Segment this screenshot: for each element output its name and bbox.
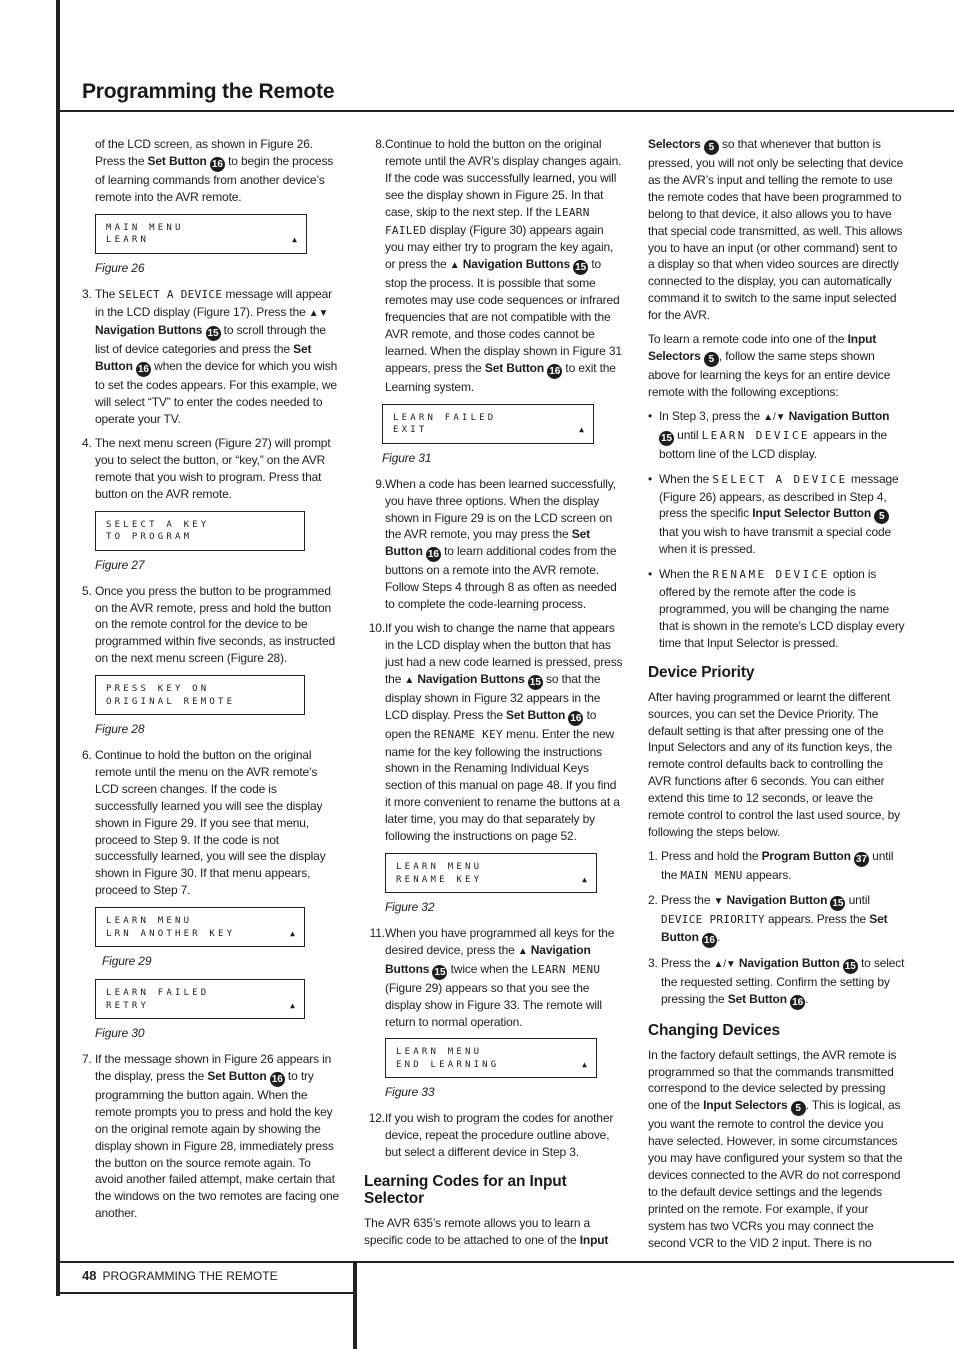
- program-button-badge: 37: [855, 853, 868, 865]
- up-down-arrow-icon: ▲/▼: [713, 958, 736, 970]
- priority-step-1: 1. Press and hold the Program Button 37 until the MAIN MENU appears.: [648, 848, 894, 882]
- up-arrow-icon: ▲: [517, 945, 528, 957]
- figure-caption: Figure 33: [385, 1085, 435, 1100]
- nav-button-badge: 15: [832, 897, 844, 909]
- up-arrow-icon: ▲: [582, 1059, 587, 1069]
- step-12: 12. If you wish to program the codes for another device, repeat the procedure outline above, but select a different device in Step 3.: [368, 1111, 614, 1160]
- page-number: 48: [82, 1268, 97, 1283]
- left-margin-bar: [56, 0, 60, 1296]
- footer-section-label: PROGRAMMING THE REMOTE: [102, 1269, 278, 1283]
- up-arrow-icon: ▲: [292, 235, 297, 245]
- step-6: 6. Continue to hold the button on the original remote until the menu on the AVR remote’s LCD screen changes. If the code is successfully learned you will see the display shown in Figure 29. If you see that menu, proceed to Step 9. If the code is not successfully learned, you will see the display shown in Figure 30. If that menu appears, proceed to Step 7.: [82, 748, 326, 898]
- nav-button-badge: 15: [575, 262, 587, 274]
- figure-caption: Figure 28: [95, 722, 145, 737]
- nav-button-badge: 15: [434, 966, 446, 978]
- priority-step-3: 3. Press the ▲/▼ Navigation Button 15 to select the requested setting. Confirm the setting by pressing the Set Button 16 .: [648, 955, 905, 1008]
- down-arrow-icon: ▼: [713, 895, 724, 907]
- lcd-display: LEARN FAILED EXIT ▲: [382, 404, 594, 444]
- footer-divider-bar: [353, 1262, 357, 1349]
- page-footer: [82, 1268, 278, 1283]
- up-arrow-icon: ▲: [404, 674, 415, 686]
- device-priority-paragraph: After having programmed or learnt the different sources, you can set the Device Priority. The default setting is that after pressing one of the Input Selectors and any of its function keys, the remote control defaults back to controlling the AVR functions after 6 seconds. You can either extend this time to 12 seconds, or leave the remote control to control the last used source, by following the steps below.: [648, 689, 900, 839]
- learning-codes-paragraph: The AVR 635’s remote allows you to learn a specific code to be attached to one of the Input: [364, 1216, 609, 1247]
- changing-devices-paragraph: In the factory default settings, the AVR remote is programmed so that the commands transmitted correspond to the device selected by pressing one of the Input Selectors 5 . This is logical, as you want the remote to control the device you have selected. However, in some circumstances you may have configured your system so that the devices connected to the AVR do not correspond to the default device settings and the legends printed on the remote. For example, if your system has two VCRs you may connect the second VCR to the VID 2 input. There is no: [648, 1047, 903, 1250]
- step-9: 9. When a code has been learned successfully, you have three options. When the display shown in Figure 29 is on the LCD screen on the AVR remote, you may press the Set Button 16 to learn additional codes from the buttons on a remote into the AVR remote. Follow Steps 4 through 8 as often as needed to complete the code-learning process.: [375, 476, 617, 612]
- figure-28: [82, 675, 340, 738]
- set-button-badge: 16: [211, 158, 223, 170]
- nav-button-badge: 15: [207, 328, 219, 340]
- section-heading-learning-codes: Learning Codes for an Input Selector: [364, 1173, 567, 1208]
- lcd-display: LEARN MENU RENAME KEY ▲: [385, 853, 597, 893]
- lcd-display: PRESS KEY ON ORIGINAL REMOTE: [95, 675, 305, 715]
- step-8: 8. Continue to hold the button on the original remote until the AVR’s display changes again. If the code was successfully learned, you will see the display shown in Figure 25. In that case, skip to the next step. If the LEARN FAILED display (Figure 30) appears again you may either try to program the key again, or press the ▲ Navigation Buttons 15 to stop the process. It is possible that some remotes may use code sequences or infrared frequencies that are not compatible with the AVR remote, and those codes cannot be learned. When the display shown in Figure 31 appears, press the Set Button 16 to exit the Learning system.: [375, 137, 622, 394]
- figure-caption: Figure 30: [95, 1026, 145, 1041]
- set-button-badge: 16: [570, 712, 582, 724]
- step-4: 4. The next menu screen (Figure 27) will prompt you to select the button, or “key,” on the AVR remote that you wish to program. Press that button on the AVR remote.: [82, 436, 331, 501]
- set-button-badge: 16: [271, 1073, 283, 1085]
- figure-caption: Figure 29: [102, 954, 152, 969]
- nav-button-badge: 15: [529, 676, 541, 688]
- lcd-display: MAIN MENU LEARN ▲: [95, 214, 307, 254]
- lcd-display: LEARN FAILED RETRY ▲: [95, 979, 305, 1019]
- step-7: 7. If the message shown in Figure 26 appears in the display, press the Set Button 16 to try programming the button again. When the remote prompts you to press and hold the key on the original remote again by showing the display shown in Figure 28, immediately press the button on the source remote again. To avoid another failed attempt, make certain that the windows on the two remotes are facing one another.: [82, 1052, 340, 1221]
- figure-caption: Figure 31: [382, 450, 432, 465]
- up-arrow-icon: ▲: [290, 1000, 295, 1010]
- up-arrow-icon: ▲: [579, 425, 584, 435]
- nav-button-badge: 15: [660, 432, 673, 444]
- column-3: [648, 136, 906, 1259]
- column-1: [82, 136, 340, 1229]
- figure-caption: Figure 32: [385, 900, 435, 914]
- lcd-display: LEARN MENU END LEARNING ▲: [385, 1038, 597, 1078]
- set-button-badge: 16: [703, 934, 715, 946]
- lcd-display: SELECT A KEY TO PROGRAM: [95, 511, 305, 551]
- exception-bullet-2: • When the SELECT A DEVICE message (Figure 26) appears, as described in Step 4, press the specific Input Selector Button 5 that you wish to have transmit a special code when it is pressed.: [648, 471, 899, 557]
- nav-button-badge: 15: [844, 960, 856, 972]
- up-arrow-icon: ▲: [290, 928, 295, 938]
- priority-step-2: 2. Press the ▼ Navigation Button 15 until DEVICE PRIORITY appears. Press the Set Button 16 .: [648, 892, 888, 946]
- header-rule: [60, 110, 954, 112]
- up-arrow-icon: ▲: [449, 260, 460, 272]
- figure-caption: Figure 26: [95, 260, 145, 275]
- section-heading-changing-devices: Changing Devices: [648, 1021, 780, 1039]
- set-button-badge: 16: [137, 364, 149, 376]
- footer-rule: [60, 1261, 954, 1263]
- exception-bullet-1: • In Step 3, press the ▲/▼ Navigation Button 15 until LEARN DEVICE appears in the bottom line of the LCD display.: [648, 408, 890, 461]
- section-heading-device-priority: Device Priority: [648, 663, 755, 681]
- figure-32: [364, 853, 624, 916]
- exception-bullet-3: • When the RENAME DEVICE option is offered by the remote after the code is programmed, you will be changing the name that is shown in the remote’s LCD display every time that Input Selector is pressed.: [648, 567, 905, 650]
- footer-underline: [60, 1292, 357, 1294]
- up-arrow-icon: ▲: [582, 874, 587, 884]
- column-2: [364, 136, 624, 1256]
- figure-33: [364, 1038, 624, 1101]
- step-11: 11. When you have programmed all keys for the desired device, press the ▲ Navigation Buttons 15 twice when the LEARN MENU (Figure 29) appears so that you see the display show in Figure 33. The remote will return to normal operation.: [369, 925, 615, 1029]
- set-button-badge: 16: [427, 549, 439, 561]
- up-down-arrow-icon: ▲/▼: [763, 411, 786, 423]
- figure-caption: Figure 27: [95, 557, 145, 572]
- input-selector-badge: 5: [791, 1101, 806, 1116]
- figure-27: [82, 511, 340, 574]
- set-button-badge: 16: [549, 365, 561, 377]
- page-title: Programming the Remote: [82, 80, 335, 103]
- lcd-display: LEARN MENU LRN ANOTHER KEY ▲: [95, 907, 305, 947]
- set-button-badge: 16: [792, 996, 804, 1008]
- figure-31: [364, 404, 624, 467]
- input-selector-badge: 5: [704, 352, 719, 367]
- continued-paragraph: Selectors 5 so that whenever that button is pressed, you will not only be selecting that device as the AVR’s input and telling the remote to use the remote codes that have been programmed to belong to that device, it also allows you to have that special code transmitted, as well. This allows you to have an input (or other command) sent to a display so that when video sources are directly connected to the display, you can automatically command it to switch to the same input selected for the AVR.: [648, 137, 904, 323]
- input-selectors-paragraph: To learn a remote code into one of the Input Selectors 5 , follow the same steps shown above for learning the keys for an entire device remote with the following exceptions:: [648, 332, 891, 399]
- intro-paragraph: of the LCD screen, as shown in Figure 26. Press the Set Button 16 to begin the process of learning commands from another device’s remote into the AVR remote.: [95, 137, 334, 204]
- figure-30: [82, 979, 340, 1042]
- input-selector-badge: 5: [874, 509, 889, 524]
- step-10: 10. If you wish to change the name that appears in the LCD display when the button that has just had a new code learned is pressed, press the ▲ Navigation Buttons 15 so that the display shown in Figure 32 appears in the LCD display. Press the Set Button 16 to open the RENAME KEY menu. Enter the new name for the key following the instructions shown in the Renaming Individual Keys section of this manual on page 48. If you find it more convenient to rename the buttons at a later time, you may do that separately by following the instructions on page 52.: [368, 621, 623, 844]
- figure-29: [82, 907, 340, 970]
- up-down-arrow-icon: ▲▼: [308, 307, 329, 319]
- step-5: 5. Once you press the button to be programmed on the AVR remote, press and hold the button on the remote control for the device to be programmed within five seconds, as instructed on the next menu screen (Figure 28).: [82, 583, 336, 666]
- step-3: 3. The SELECT A DEVICE message will appear in the LCD display (Figure 17). Press the ▲▼ Navigation Buttons 15 to scroll through the list of device categories and press the Set Button 16 when the device for which you wish to set the codes appears. For this example, we will select “TV” to enter the codes needed to operate your TV.: [82, 286, 338, 427]
- figure-26: [82, 214, 340, 277]
- input-selector-badge: 5: [704, 140, 719, 155]
